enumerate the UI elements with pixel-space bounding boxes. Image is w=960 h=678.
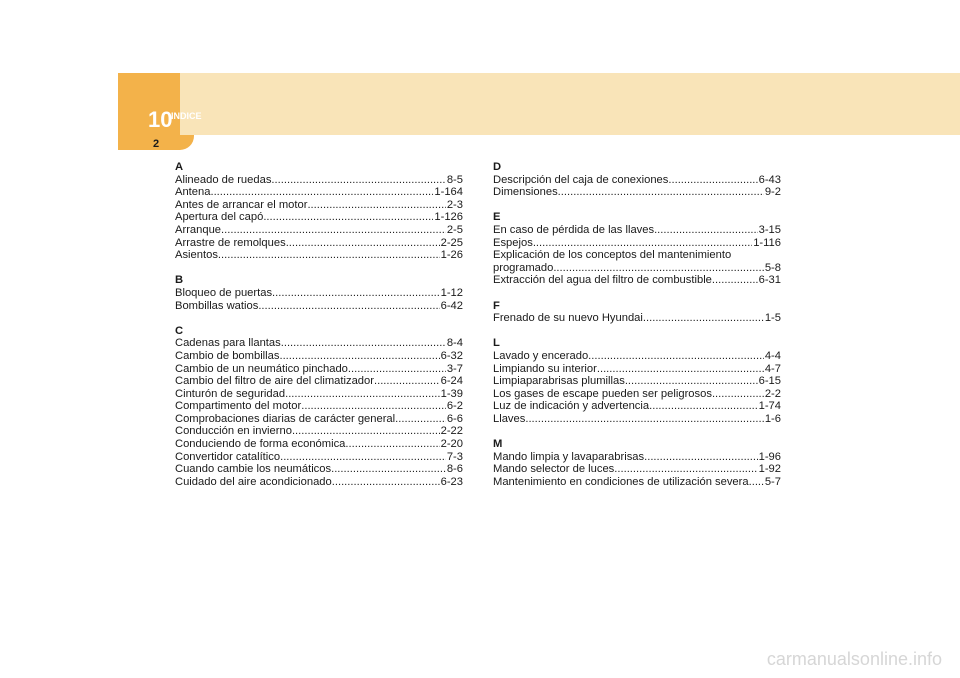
index-entry-text: Conduciendo de forma económica <box>175 438 346 451</box>
index-entry <box>175 388 463 401</box>
dot-leader <box>221 224 446 237</box>
index-entry-text: Compartimento del motor <box>175 400 302 413</box>
index-entry <box>175 425 463 438</box>
index-entry <box>175 375 463 388</box>
index-entry <box>493 476 781 489</box>
dot-leader <box>285 388 440 401</box>
section-letter: B <box>175 274 184 287</box>
watermark: carmanualsonline.info <box>766 649 942 669</box>
index-entry-page: 2-3 <box>446 198 463 211</box>
index-entry-page: 2-20 <box>440 438 463 451</box>
index-entry-text: Explicación de los conceptos del mantenimiento <box>493 249 732 262</box>
section-letter: E <box>493 211 501 224</box>
index-entry-page: 3-15 <box>758 223 781 236</box>
section-gap <box>493 425 781 438</box>
index-entry-text: Antes de arrancar el motor <box>175 198 308 211</box>
page-number: 2 <box>153 138 160 150</box>
dot-leader <box>307 199 445 212</box>
index-entry-page: 6-24 <box>440 375 463 388</box>
index-entry-text: Alineado de ruedas <box>175 173 272 186</box>
index-entry-text: Lavado y encerado <box>493 349 589 362</box>
section-letter: C <box>175 324 184 337</box>
dot-leader <box>553 262 764 275</box>
index-entry <box>493 463 781 476</box>
index-entry-text: Cambio de bombillas <box>175 349 280 362</box>
index-column-right <box>493 161 781 488</box>
index-entry <box>175 211 463 224</box>
index-entry-page: 1-39 <box>440 387 463 400</box>
index-entry-page: 2-22 <box>440 425 463 438</box>
index-entry-page: 3-7 <box>446 362 463 375</box>
dot-leader <box>279 350 439 363</box>
index-entry <box>175 476 463 489</box>
index-entry-page: 6-15 <box>758 375 781 388</box>
index-entry-text: Cuando cambie los neumáticos <box>175 463 332 476</box>
index-entry-text: Limpiaparabrisas plumillas <box>493 375 625 388</box>
index-entry-text: Descripción del caja de conexiones <box>493 173 669 186</box>
index-entry <box>493 375 781 388</box>
index-entry-page: 2-5 <box>446 223 463 236</box>
index-entry-text: Extracción del agua del filtro de combustible <box>493 274 712 287</box>
dot-leader <box>210 186 433 199</box>
index-entry-text: Mando limpia y lavaparabrisas <box>493 450 645 463</box>
index-entry <box>175 186 463 199</box>
index-entry-page: 1-5 <box>764 312 781 325</box>
dot-leader <box>348 363 446 376</box>
dot-leader <box>218 249 440 262</box>
dot-leader <box>712 388 764 401</box>
index-entry-page: 6-31 <box>758 274 781 287</box>
index-entry-page: 1-12 <box>440 286 463 299</box>
section-letter: D <box>493 161 502 173</box>
index-entry <box>175 463 463 476</box>
index-entry-text: Limpiando su interior <box>493 362 597 375</box>
index-entry-text: Los gases de escape pueden ser peligrosos <box>493 387 712 400</box>
dot-leader <box>668 174 757 187</box>
index-entry <box>493 186 781 199</box>
dot-leader <box>263 211 433 224</box>
chapter-number: 10 <box>148 107 173 132</box>
section-letter: M <box>493 438 503 451</box>
index-entry-page: 6-42 <box>440 299 463 312</box>
dot-leader <box>625 375 758 388</box>
index-entry-text: En caso de pérdida de las llaves <box>493 223 655 236</box>
index-entry-page: 5-8 <box>764 261 781 274</box>
index-entry-text: Mantenimiento en condiciones de utilización severa <box>493 475 749 488</box>
index-entry <box>493 451 781 464</box>
index-entry <box>493 400 781 413</box>
index-entry <box>175 451 463 464</box>
index-entry <box>175 174 463 187</box>
dot-leader <box>654 224 758 237</box>
dot-leader <box>258 300 439 313</box>
dot-leader <box>272 287 440 300</box>
index-entry <box>493 350 781 363</box>
index-entry-page: 1-96 <box>758 450 781 463</box>
index-entry <box>175 413 463 426</box>
dot-leader <box>331 463 446 476</box>
index-entry-text: Conducción en invierno <box>175 425 292 438</box>
page-tab-strip <box>118 135 180 150</box>
index-entry-text: Bombillas watios <box>175 299 259 312</box>
index-entry-text: Apertura del capó <box>175 211 264 224</box>
section-gap <box>493 287 781 300</box>
index-entry-text: Cinturón de seguridad <box>175 387 286 400</box>
index-entry <box>175 224 463 237</box>
index-entry-text: Cambio del filtro de aire del climatizador <box>175 375 374 388</box>
index-entry-page: 1-126 <box>434 211 463 224</box>
index-entry-page: 8-6 <box>446 463 463 476</box>
index-entry-text: Cuidado del aire acondicionado <box>175 475 332 488</box>
index-entry-page: 8-4 <box>446 337 463 350</box>
dot-leader <box>643 312 764 325</box>
index-entry-text: Cambio de un neumático pinchado <box>175 362 348 375</box>
dot-leader <box>395 413 446 426</box>
dot-leader <box>644 451 757 464</box>
index-entry-page: 1-6 <box>764 412 781 425</box>
index-entry-text: Comprobaciones diarias de carácter general <box>175 412 396 425</box>
index-entry-page: 6-23 <box>440 475 463 488</box>
index-entry <box>175 237 463 250</box>
section-gap <box>493 325 781 338</box>
index-column-left <box>175 161 463 488</box>
index-entry-page: 2-25 <box>440 236 463 249</box>
index-entry-page: 6-2 <box>446 400 463 413</box>
dot-leader <box>292 425 440 438</box>
index-entry-text: Llaves <box>493 412 526 425</box>
section-gap <box>175 312 463 325</box>
index-entry-text: Frenado de su nuevo Hyundai <box>493 312 643 325</box>
index-entry-text: Antena <box>175 186 211 199</box>
dot-leader <box>533 237 752 250</box>
index-entry-text: Bloqueo de puertas <box>175 286 273 299</box>
dot-leader <box>301 400 446 413</box>
index-entry <box>175 249 463 262</box>
index-entry <box>493 224 781 237</box>
index-entry-text: Luz de indicación y advertencia <box>493 400 650 413</box>
index-entry <box>175 438 463 451</box>
index-entry-text: Dimensiones <box>493 186 558 199</box>
index-entry <box>175 300 463 313</box>
index-entry-page: 1-116 <box>753 236 781 249</box>
index-entry-text: Convertidor catalítico <box>175 450 281 463</box>
index-entry-page: 1-74 <box>758 400 781 413</box>
index-entry-text: Arranque <box>175 223 222 236</box>
dot-leader <box>374 375 440 388</box>
index-entry-page: 1-164 <box>434 186 463 199</box>
index-entry-page: 1-92 <box>758 463 781 476</box>
index-entry <box>493 363 781 376</box>
dot-leader <box>597 363 764 376</box>
dot-leader <box>332 476 440 489</box>
header-band <box>118 73 960 135</box>
dot-leader <box>558 186 764 199</box>
index-entry <box>175 337 463 350</box>
index-entry-text: Mando selector de luces <box>493 463 615 476</box>
index-entry-page: 2-2 <box>764 387 781 400</box>
index-entry <box>175 363 463 376</box>
section-letter: A <box>175 161 184 173</box>
index-entry <box>493 312 781 325</box>
index-entry-page: 4-7 <box>764 362 781 375</box>
index-entry-page: 4-4 <box>764 349 781 362</box>
index-entry <box>493 274 781 287</box>
index-entry-text: Asientos <box>175 249 218 262</box>
dot-leader <box>345 438 439 451</box>
section-letter: F <box>493 299 500 312</box>
dot-leader <box>712 274 758 287</box>
dot-leader <box>614 463 757 476</box>
index-entry <box>175 350 463 363</box>
index-entry-text: Espejos <box>493 236 533 249</box>
index-entry-page: 6-6 <box>446 412 463 425</box>
index-entry-page: 1-26 <box>440 249 463 262</box>
dot-leader <box>280 451 446 464</box>
index-entry-page: 5-7 <box>764 475 781 488</box>
dot-leader <box>749 476 764 489</box>
index-entry <box>175 287 463 300</box>
dot-leader <box>271 174 445 187</box>
index-entry <box>493 262 781 275</box>
index-entry <box>493 237 781 250</box>
index-entry-page: 6-43 <box>758 173 781 186</box>
index-entry-page: 8-5 <box>446 173 463 186</box>
index-entry <box>493 413 781 426</box>
index-entry-page: 9-2 <box>764 186 781 199</box>
dot-leader <box>649 400 757 413</box>
dot-leader <box>525 413 763 426</box>
dot-leader <box>286 237 440 250</box>
dot-leader <box>281 337 446 350</box>
section-letter: L <box>493 337 500 350</box>
index-entry-page: 6-32 <box>440 349 463 362</box>
index-entry-continuation: programado <box>493 261 554 274</box>
index-entry-page: 7-3 <box>446 450 463 463</box>
index-entry-text: Arrastre de remolques <box>175 236 286 249</box>
section-gap <box>175 262 463 275</box>
section-title: INDICE <box>171 111 202 121</box>
index-entry <box>493 174 781 187</box>
section-gap <box>493 199 781 212</box>
index-entry <box>493 388 781 401</box>
dot-leader <box>588 350 764 363</box>
index-entry-text: Cadenas para llantas <box>175 337 281 350</box>
index-entry <box>175 199 463 212</box>
index-entry <box>175 400 463 413</box>
